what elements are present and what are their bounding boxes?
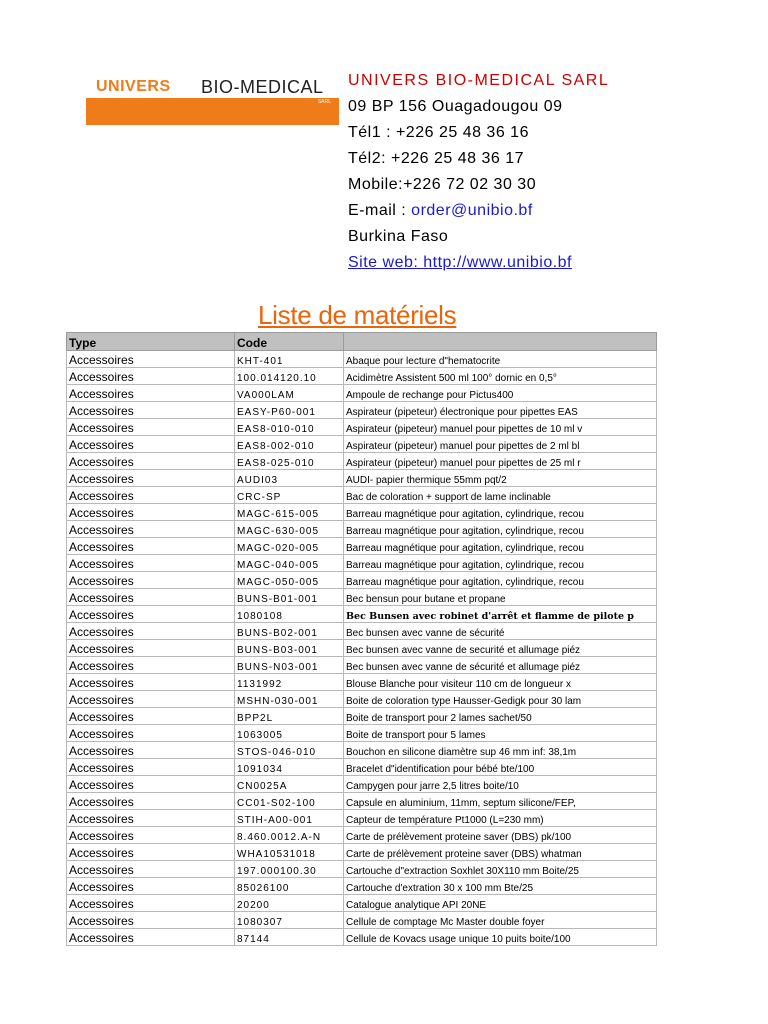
- type-cell: Accessoires: [67, 759, 235, 776]
- code-cell: MAGC-050-005: [235, 572, 344, 589]
- code-cell: 1091034: [235, 759, 344, 776]
- description-cell: Catalogue analytique API 20NE: [344, 895, 657, 912]
- code-cell: MAGC-040-005: [235, 555, 344, 572]
- table-row: [67, 725, 657, 742]
- description-cell: Abaque pour lecture d"hematocrite: [344, 351, 657, 368]
- code-cell: 20200: [235, 895, 344, 912]
- table-row: [67, 351, 657, 368]
- description-cell: Boite de transport pour 2 lames sachet/50: [344, 708, 657, 725]
- table-row: [67, 674, 657, 691]
- type-cell: Accessoires: [67, 623, 235, 640]
- description-cell: Cellule de comptage Mc Master double foyer: [344, 912, 657, 929]
- type-cell: Accessoires: [67, 725, 235, 742]
- type-cell: Accessoires: [67, 640, 235, 657]
- logo-word-biomedical: BIO-MEDICAL: [201, 77, 324, 97]
- table-row: [67, 878, 657, 895]
- description-cell: Carte de prélèvement proteine saver (DBS) pk/100: [344, 827, 657, 844]
- table-row: [67, 453, 657, 470]
- type-cell: Accessoires: [67, 827, 235, 844]
- table-row: [67, 555, 657, 572]
- table-row: [67, 827, 657, 844]
- page-title: Liste de matériels: [258, 300, 457, 330]
- type-cell: Accessoires: [67, 402, 235, 419]
- type-cell: Accessoires: [67, 368, 235, 385]
- description-cell: Bec bunsen avec vanne de securité et allumage piéz: [344, 640, 657, 657]
- type-cell: Accessoires: [67, 504, 235, 521]
- type-cell: Accessoires: [67, 538, 235, 555]
- table-row: [67, 810, 657, 827]
- table-row: [67, 657, 657, 674]
- description-cell: Boite de transport pour 5 lames: [344, 725, 657, 742]
- table-row: [67, 912, 657, 929]
- description-cell: Blouse Blanche pour visiteur 110 cm de longueur x: [344, 674, 657, 691]
- header-code: Code: [235, 333, 344, 351]
- code-cell: 87144: [235, 929, 344, 946]
- table-row: [67, 470, 657, 487]
- table-row: [67, 402, 657, 419]
- header-description: [344, 333, 657, 351]
- code-cell: MAGC-630-005: [235, 521, 344, 538]
- description-cell: Campygen pour jarre 2,5 litres boite/10: [344, 776, 657, 793]
- type-cell: Accessoires: [67, 572, 235, 589]
- table-row: [67, 623, 657, 640]
- table-row: [67, 759, 657, 776]
- description-cell: Aspirateur (pipeteur) manuel pour pipettes de 2 ml bl: [344, 436, 657, 453]
- description-cell: Bec bensun pour butane et propane: [344, 589, 657, 606]
- table-row: [67, 793, 657, 810]
- description-cell: Barreau magnétique pour agitation, cylindrique, recou: [344, 538, 657, 555]
- description-cell: Bec bunsen avec vanne de sécurité et allumage piéz: [344, 657, 657, 674]
- table-row: [67, 436, 657, 453]
- code-cell: 8.460.0012.A-N: [235, 827, 344, 844]
- code-cell: 197.000100.30: [235, 861, 344, 878]
- code-cell: 1131992: [235, 674, 344, 691]
- code-cell: EAS8-025-010: [235, 453, 344, 470]
- description-cell: Barreau magnétique pour agitation, cylindrique, recou: [344, 504, 657, 521]
- type-cell: Accessoires: [67, 742, 235, 759]
- type-cell: Accessoires: [67, 453, 235, 470]
- type-cell: Accessoires: [67, 810, 235, 827]
- country: Burkina Faso: [348, 228, 449, 245]
- description-cell: Cartouche d"extraction Soxhlet 30X110 mm Boite/25: [344, 861, 657, 878]
- code-cell: 85026100: [235, 878, 344, 895]
- type-cell: Accessoires: [67, 589, 235, 606]
- code-cell: STOS-046-010: [235, 742, 344, 759]
- type-cell: Accessoires: [67, 776, 235, 793]
- type-cell: Accessoires: [67, 419, 235, 436]
- type-cell: Accessoires: [67, 912, 235, 929]
- type-cell: Accessoires: [67, 470, 235, 487]
- description-cell: Aspirateur (pipeteur) électronique pour pipettes EAS: [344, 402, 657, 419]
- table-header-row: [67, 333, 657, 351]
- description-cell: Capsule en aluminium, 11mm, septum silicone/FEP,: [344, 793, 657, 810]
- code-cell: VA000LAM: [235, 385, 344, 402]
- table-row: [67, 691, 657, 708]
- code-cell: MSHN-030-001: [235, 691, 344, 708]
- logo-sarl: SARL: [317, 99, 331, 105]
- phone-1: Tél1 : +226 25 48 36 16: [348, 124, 529, 141]
- table-row: [67, 606, 657, 623]
- code-cell: EAS8-002-010: [235, 436, 344, 453]
- code-cell: CC01-S02-100: [235, 793, 344, 810]
- type-cell: Accessoires: [67, 929, 235, 946]
- code-cell: STIH-A00-001: [235, 810, 344, 827]
- code-cell: BUNS-B03-001: [235, 640, 344, 657]
- description-cell: Bouchon en silicone diamètre sup 46 mm inf: 38,1m: [344, 742, 657, 759]
- header-type: Type: [67, 333, 235, 351]
- table-row: [67, 589, 657, 606]
- email-link[interactable]: order@unibio.bf: [411, 202, 533, 219]
- type-cell: Accessoires: [67, 895, 235, 912]
- description-cell: Bec bunsen avec vanne de sécurité: [344, 623, 657, 640]
- code-cell: 1080108: [235, 606, 344, 623]
- code-cell: KHT-401: [235, 351, 344, 368]
- description-cell: Aspirateur (pipeteur) manuel pour pipettes de 25 ml r: [344, 453, 657, 470]
- type-cell: Accessoires: [67, 351, 235, 368]
- type-cell: Accessoires: [67, 708, 235, 725]
- type-cell: Accessoires: [67, 691, 235, 708]
- description-cell: Cartouche d'extration 30 x 100 mm Bte/25: [344, 878, 657, 895]
- code-cell: 100.014120.10: [235, 368, 344, 385]
- code-cell: BPP2L: [235, 708, 344, 725]
- code-cell: EAS8-010-010: [235, 419, 344, 436]
- table-body: [67, 351, 657, 946]
- logo-orange-band: [86, 98, 339, 125]
- email-label: E-mail :: [348, 202, 412, 219]
- type-cell: Accessoires: [67, 521, 235, 538]
- description-cell: Acidimètre Assistent 500 ml 100° dornic en 0,5°: [344, 368, 657, 385]
- table-row: [67, 504, 657, 521]
- code-cell: MAGC-615-005: [235, 504, 344, 521]
- code-cell: AUDI03: [235, 470, 344, 487]
- description-cell: Bec Bunsen avec robinet d'arrêt et flamme de pilote p: [344, 606, 657, 623]
- type-cell: Accessoires: [67, 878, 235, 895]
- email-line: [348, 200, 748, 226]
- table-row: [67, 521, 657, 538]
- table-row: [67, 742, 657, 759]
- type-cell: Accessoires: [67, 436, 235, 453]
- description-cell: Aspirateur (pipeteur) manuel pour pipettes de 10 ml v: [344, 419, 657, 436]
- description-cell: Bracelet d"identification pour bébé bte/100: [344, 759, 657, 776]
- type-cell: Accessoires: [67, 385, 235, 402]
- website-link[interactable]: Site web: http://www.unibio.bf: [348, 254, 572, 271]
- description-cell: Boite de coloration type Hausser-Gedigk pour 30 lam: [344, 691, 657, 708]
- type-cell: Accessoires: [67, 487, 235, 504]
- type-cell: Accessoires: [67, 657, 235, 674]
- description-cell: Bac de coloration + support de lame inclinable: [344, 487, 657, 504]
- description-cell: Barreau magnétique pour agitation, cylindrique, recou: [344, 521, 657, 538]
- table-row: [67, 385, 657, 402]
- table-row: [67, 419, 657, 436]
- table-row: [67, 368, 657, 385]
- code-cell: BUNS-B01-001: [235, 589, 344, 606]
- mobile-phone: Mobile:+226 72 02 30 30: [348, 176, 537, 193]
- description-cell: AUDI- papier thermique 55mm pqt/2: [344, 470, 657, 487]
- type-cell: Accessoires: [67, 606, 235, 623]
- table-row: [67, 895, 657, 912]
- type-cell: Accessoires: [67, 844, 235, 861]
- description-cell: Barreau magnétique pour agitation, cylindrique, recou: [344, 555, 657, 572]
- description-cell: Barreau magnétique pour agitation, cylindrique, recou: [344, 572, 657, 589]
- logo-word-univers: UNIVERS: [96, 78, 171, 95]
- table-row: [67, 487, 657, 504]
- table-row: [67, 861, 657, 878]
- type-cell: Accessoires: [67, 793, 235, 810]
- table-row: [67, 708, 657, 725]
- contact-block: [348, 70, 748, 278]
- phone-2: Tél2: +226 25 48 36 17: [348, 150, 525, 167]
- table-row: [67, 929, 657, 946]
- materials-table: [66, 332, 657, 946]
- company-logo: [86, 72, 339, 125]
- table-row: [67, 572, 657, 589]
- description-cell: Ampoule de rechange pour Pictus400: [344, 385, 657, 402]
- code-cell: WHA10531018: [235, 844, 344, 861]
- code-cell: CN0025A: [235, 776, 344, 793]
- description-cell: Cellule de Kovacs usage unique 10 puits boite/100: [344, 929, 657, 946]
- table-row: [67, 844, 657, 861]
- company-name: UNIVERS BIO-MEDICAL SARL: [348, 72, 610, 89]
- type-cell: Accessoires: [67, 555, 235, 572]
- type-cell: Accessoires: [67, 861, 235, 878]
- address: 09 BP 156 Ouagadougou 09: [348, 98, 563, 115]
- table-row: [67, 538, 657, 555]
- code-cell: BUNS-N03-001: [235, 657, 344, 674]
- description-cell: Carte de prélèvement proteine saver (DBS) whatman: [344, 844, 657, 861]
- type-cell: Accessoires: [67, 674, 235, 691]
- code-cell: BUNS-B02-001: [235, 623, 344, 640]
- code-cell: CRC-SP: [235, 487, 344, 504]
- code-cell: EASY-P60-001: [235, 402, 344, 419]
- table-row: [67, 776, 657, 793]
- code-cell: 1080307: [235, 912, 344, 929]
- description-cell: Capteur de température Pt1000 (L=230 mm): [344, 810, 657, 827]
- table-row: [67, 640, 657, 657]
- code-cell: 1063005: [235, 725, 344, 742]
- code-cell: MAGC-020-005: [235, 538, 344, 555]
